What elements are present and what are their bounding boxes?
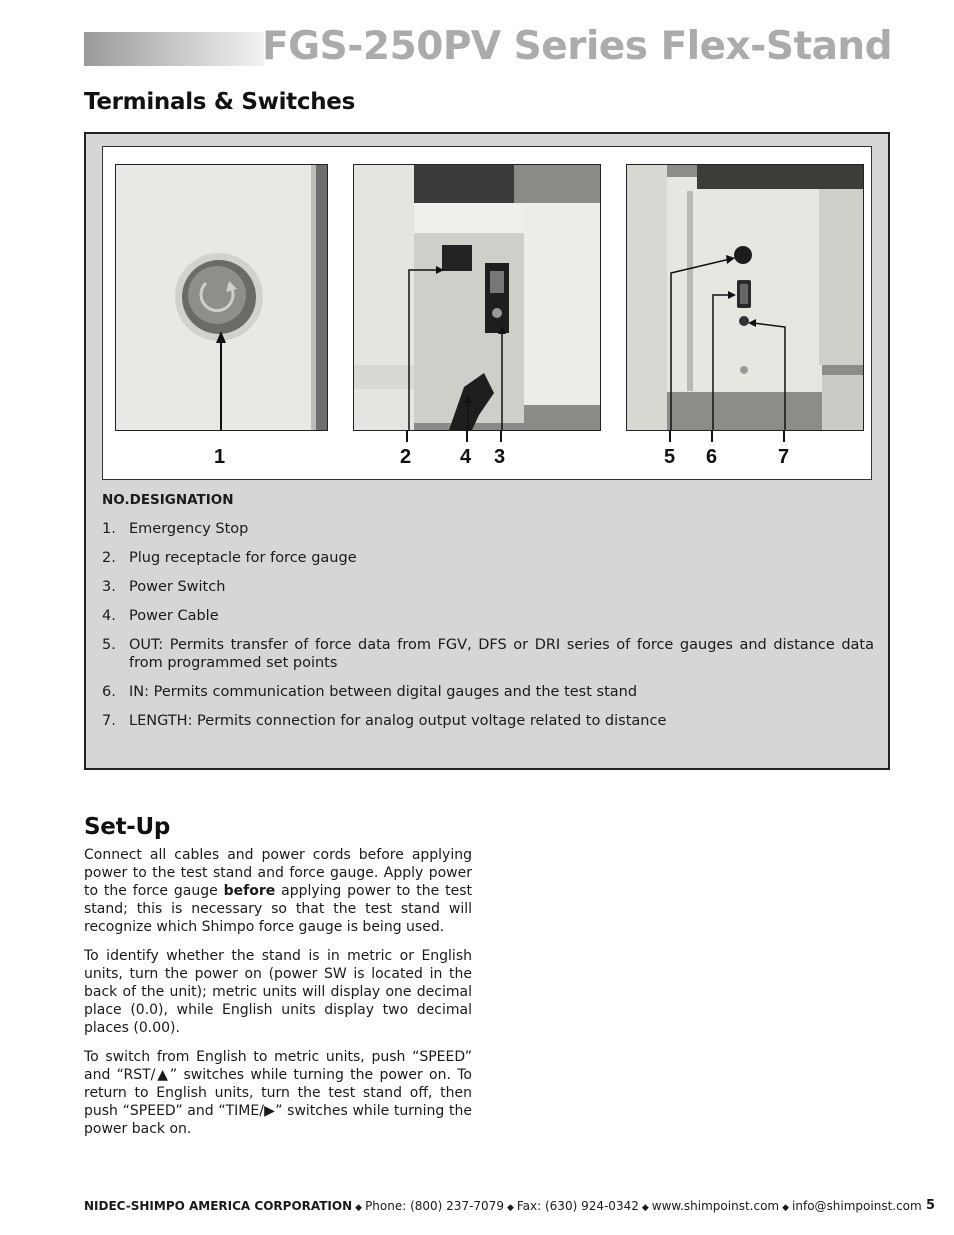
item-number: 4. (102, 608, 116, 624)
emphasis-before: before (223, 883, 276, 899)
diamond-separator-icon: ◆ (641, 1203, 649, 1213)
page-title: FGS-250PV Series Flex-Stand (262, 24, 893, 69)
setup-heading: Set-Up (84, 814, 171, 840)
tick-7 (783, 430, 785, 442)
setup-paragraph-3: To switch from English to metric units, push “SPEED” and “RST/▲” switches while turning the power on. To return to English units, turn the test stand off, then push “SPEED” and “TIME/▶” switches while turning the power back on. (84, 1049, 472, 1137)
item-text: LENGTH: Permits connection for analog output voltage related to distance (129, 713, 667, 729)
item-text: Emergency Stop (129, 521, 249, 537)
list-item (102, 636, 874, 672)
item-number: 2. (102, 550, 116, 566)
callout-1: 1 (214, 446, 226, 468)
footer-phone: Phone: (800) 237-7079 (365, 1199, 504, 1213)
list-item (102, 520, 874, 538)
title-gradient-bar (84, 32, 264, 66)
footer-fax: Fax: (630) 924-0342 (516, 1199, 639, 1213)
page-number: 5 (926, 1198, 936, 1213)
tick-4 (466, 430, 468, 442)
terminals-heading: Terminals & Switches (84, 89, 355, 115)
callout-6: 6 (706, 446, 718, 468)
photo-emergency-stop (115, 164, 328, 431)
item-text: Plug receptacle for force gauge (129, 550, 357, 566)
item-text: Power Cable (129, 608, 219, 624)
item-number: 7. (102, 713, 116, 729)
callout-4: 4 (460, 446, 472, 468)
setup-paragraph-1: Connect all cables and power cords before applying power to the test stand and force gauge. Apply power to the force gauge before applying power to the test stand; this is necessary so that the test stand will recognize which Shimpo force gauge is being used. (84, 847, 472, 935)
footer-email-link[interactable]: info@shimpoinst.com (792, 1199, 922, 1213)
callout-5: 5 (664, 446, 676, 468)
photo-rear-connectors (626, 164, 864, 431)
item-number: 3. (102, 579, 116, 595)
page-footer (84, 1199, 922, 1213)
list-item (102, 578, 874, 596)
item-number: 5. (102, 637, 116, 653)
tick-2 (406, 430, 408, 442)
tick-6 (711, 430, 713, 442)
setup-paragraph-2: To identify whether the stand is in metric or English units, turn the power on (power SW is located in the back of the unit); metric units will display one decimal place (0.0), while English units display two decimal places (0.00). (84, 948, 472, 1036)
no-column-header: NO. (102, 492, 130, 508)
photo-power-panel (353, 164, 601, 431)
item-number: 1. (102, 521, 116, 537)
callout-2: 2 (400, 446, 412, 468)
tick-3 (500, 430, 502, 442)
tick-5 (669, 430, 671, 442)
list-item (102, 683, 874, 701)
diamond-separator-icon: ◆ (506, 1203, 514, 1213)
photo-figure (102, 146, 872, 480)
item-text: Power Switch (129, 579, 226, 595)
footer-company: NIDEC-SHIMPO AMERICA CORPORATION (84, 1199, 353, 1213)
callout-3: 3 (494, 446, 506, 468)
list-item (102, 549, 874, 567)
designation-list-header (102, 492, 234, 508)
item-text: IN: Permits communication between digital gauges and the test stand (129, 684, 638, 700)
footer-website-link[interactable]: www.shimpoinst.com (651, 1199, 780, 1213)
item-number: 6. (102, 684, 116, 700)
setup-body (84, 846, 472, 1149)
list-item (102, 607, 874, 625)
diamond-separator-icon: ◆ (355, 1203, 363, 1213)
list-item (102, 712, 874, 730)
terminals-panel (84, 132, 890, 770)
item-text: OUT: Permits transfer of force data from FGV, DFS or DRI series of force gauges and distance data from programmed set points (129, 637, 874, 671)
callout-7: 7 (778, 446, 790, 468)
diamond-separator-icon: ◆ (782, 1203, 790, 1213)
designation-column-header: DESIGNATION (129, 492, 234, 508)
